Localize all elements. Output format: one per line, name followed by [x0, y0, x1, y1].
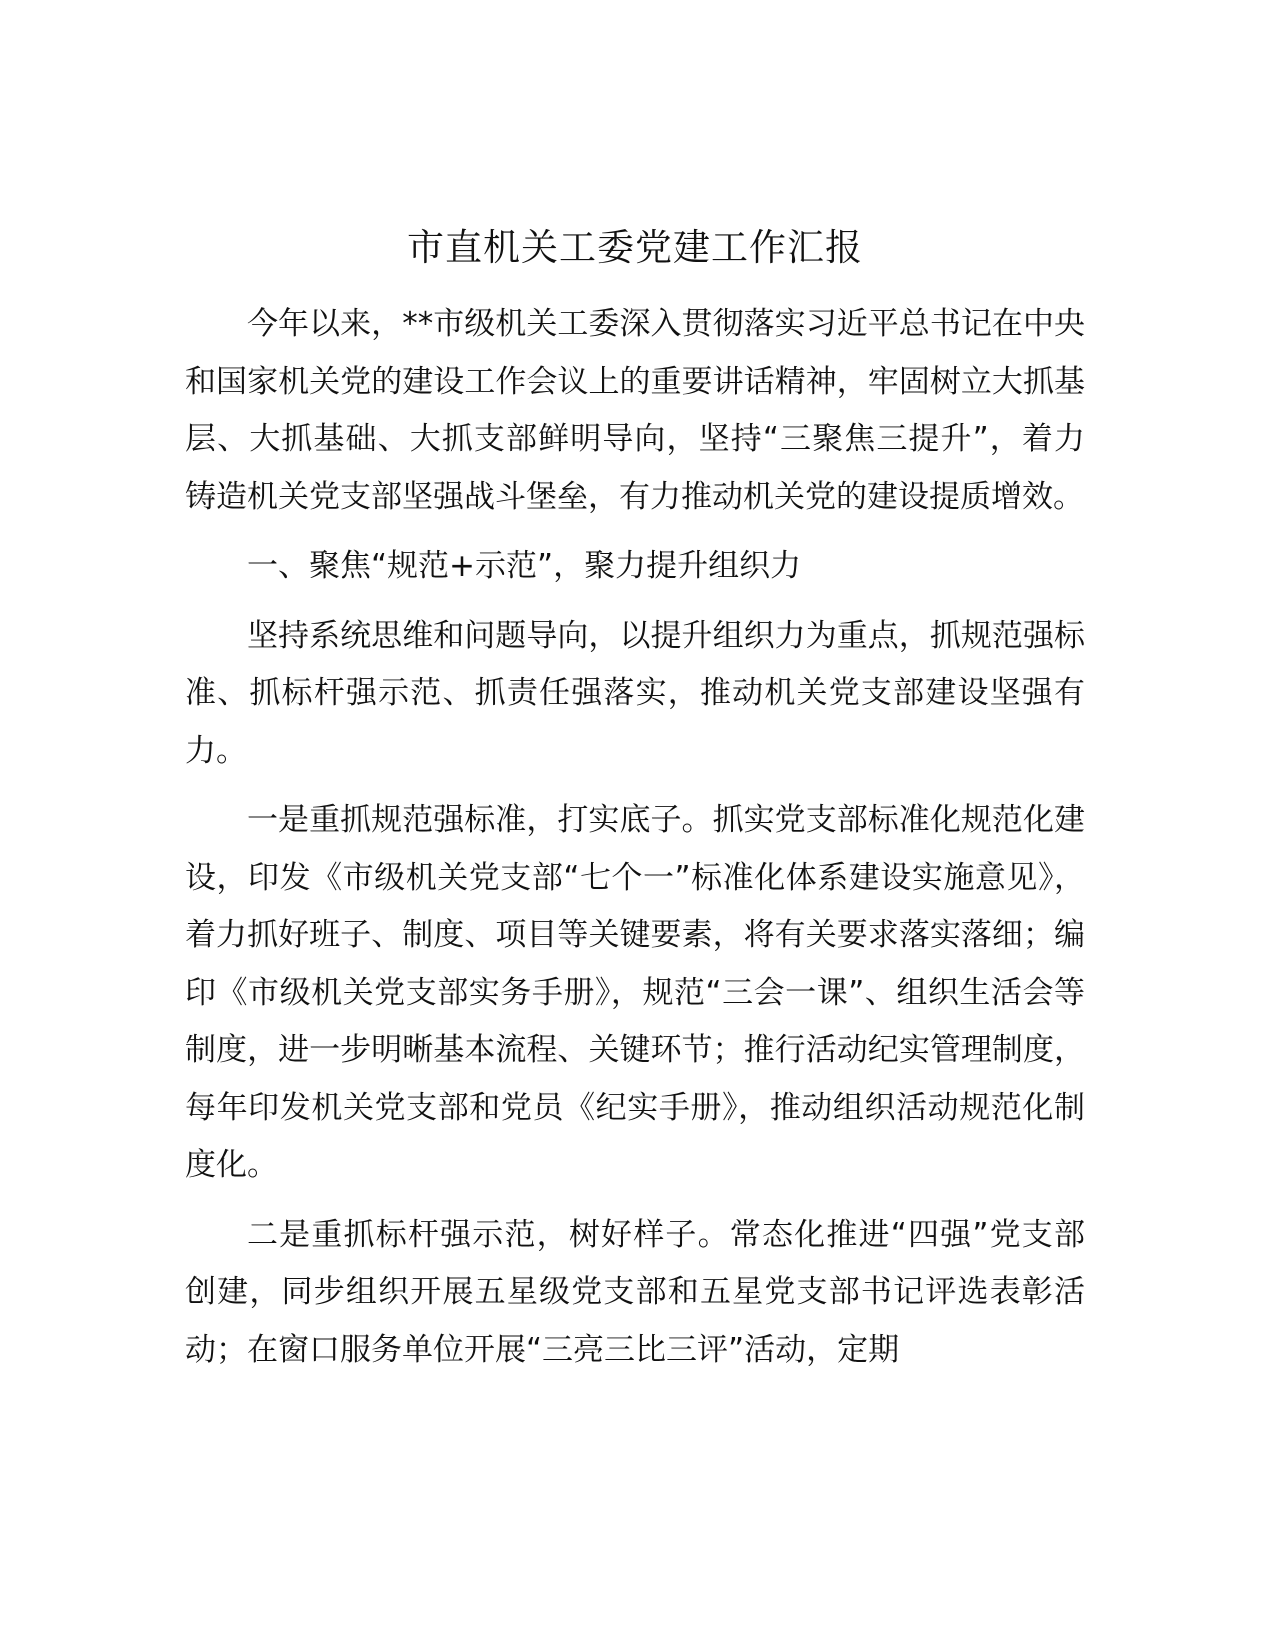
point-2-paragraph: 二是重抓标杆强示范，树好样子。常态化推进“四强”党支部创建，同步组织开展五星级党支部和五星党支部书记评选表彰活动；在窗口服务单位开展“三亮三比三评”活动，定期 — [185, 1216, 1085, 1368]
section-1-paragraph: 坚持系统思维和问题导向，以提升组织力为重点，抓规范强标准、抓标杆强示范、抓责任强落实，推动机关党支部建设坚强有力。 — [185, 617, 1085, 769]
section-heading-1: 一、聚焦“规范+示范”，聚力提升组织力 — [247, 548, 802, 584]
intro-paragraph: 今年以来，**市级机关工委深入贯彻落实习近平总书记在中央和国家机关党的建设工作会议上的重要讲话精神，牢固树立大抓基层、大抓基础、大抓支部鲜明导向，坚持“三聚焦三提升”，着力铸造机关党支部坚强战斗堡垒，有力推动机关党的建设提质增效。 — [185, 306, 1085, 515]
document-body — [185, 222, 1085, 1391]
document-title: 市直机关工委党建工作汇报 — [407, 226, 863, 269]
point-1-paragraph: 一是重抓规范强标准，打实底子。抓实党支部标准化规范化建设，印发《市级机关党支部“七个一”标准化体系建设实施意见》，着力抓好班子、制度、项目等关键要素，将有关要求落实落细；编印《市级机关党支部实务手册》，规范“三会一课”、组织生活会等制度，进一步明晰基本流程、关键环节；推行活动纪实管理制度，每年印发机关党支部和党员《纪实手册》，推动组织活动规范化制度化。 — [185, 802, 1085, 1183]
